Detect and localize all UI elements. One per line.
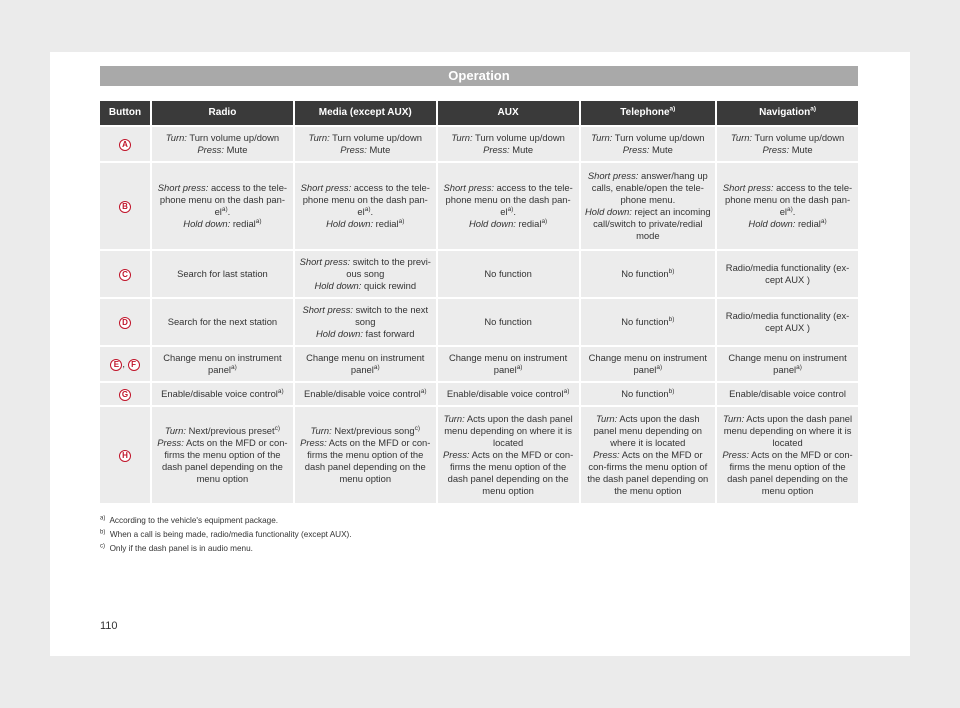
table-cell: Turn: Acts upon the dash panel menu depending on where it is located Press: Acts on the MFD or con-firms the menu option of the dash panel depending on the menu option <box>581 405 718 503</box>
table-cell: Short press: switch to the previ-ous song Hold down: quick rewind <box>295 249 438 297</box>
table-cell: Change menu on instrument panel$^{a)}$ <box>152 345 295 381</box>
table-cell: Turn: Turn volume up/down Press: Mute <box>581 125 718 161</box>
header-aux: AUX <box>438 101 581 125</box>
table-cell: Short press: access to the tele-phone menu on the dash pan-$el^{a)}$. Hold down: redial$^{a)}$ <box>295 161 438 249</box>
button-c-icon: C <box>119 269 131 281</box>
table-cell: Enable/disable voice control <box>717 381 858 405</box>
table-row <box>100 161 858 249</box>
table-cell: Short press: access to the tele-phone menu on the dash pan-$el^{a)}$. Hold down: redial$^{a)}$ <box>152 161 295 249</box>
table-cell: Search for last station <box>152 249 295 297</box>
page-number: 110 <box>100 620 118 632</box>
table-cell: Enable/disable voice control$^{a)}$ <box>295 381 438 405</box>
table-cell: No function <box>438 249 581 297</box>
button-cell <box>100 125 152 161</box>
header-telephone: Telephone$^{a)}$ <box>581 101 718 125</box>
table-cell: Short press: access to the tele-phone menu on the dash pan-$el^{a)}$. Hold down: redial$^{a)}$ <box>717 161 858 249</box>
button-cell <box>100 381 152 405</box>
table-row <box>100 249 858 297</box>
footnote: $^{c)}$ Only if the dash panel is in audio menu. <box>100 543 253 553</box>
table-cell: Change menu on instrument panel$^{a)}$ <box>295 345 438 381</box>
table-cell: Radio/media functionality (ex-cept AUX ) <box>717 297 858 345</box>
table-row <box>100 297 858 345</box>
table-cell: Turn: Turn volume up/down Press: Mute <box>295 125 438 161</box>
footnote: $^{b)}$ When a call is being made, radio/media functionality (except AUX). <box>100 529 352 539</box>
table-cell: Change menu on instrument panel$^{a)}$ <box>438 345 581 381</box>
operation-table <box>100 101 858 503</box>
table-cell: No function <box>438 297 581 345</box>
table-cell: Change menu on instrument panel$^{a)}$ <box>717 345 858 381</box>
button-cell <box>100 249 152 297</box>
table-row <box>100 345 858 381</box>
button-cell: E , F <box>100 345 152 381</box>
table-row <box>100 381 858 405</box>
button-cell <box>100 161 152 249</box>
button-f-icon: F <box>128 359 140 371</box>
table-cell: Search for the next station <box>152 297 295 345</box>
button-h-icon: H <box>119 450 131 462</box>
footnotes <box>100 514 858 556</box>
button-b-icon: B <box>119 201 131 213</box>
table-cell: Enable/disable voice control$^{a)}$ <box>152 381 295 405</box>
button-cell <box>100 297 152 345</box>
footnote: $^{a)}$ According to the vehicle's equipment package. <box>100 515 279 525</box>
header-navigation: Navigation$^{a)}$ <box>717 101 858 125</box>
table-cell: Turn: Next/previous preset$^{c)}$ Press: Acts on the MFD or con-firms the menu option of the dash panel depending on the menu option <box>152 405 295 503</box>
table-header-row <box>100 101 858 125</box>
button-g-icon: G <box>119 389 131 401</box>
header-media: Media (except AUX) <box>295 101 438 125</box>
button-cell <box>100 405 152 503</box>
table-cell: Change menu on instrument panel$^{a)}$ <box>581 345 718 381</box>
table-row <box>100 405 858 503</box>
button-a-icon: A <box>119 139 131 151</box>
table-cell: Turn: Turn volume up/down Press: Mute <box>438 125 581 161</box>
table-cell: Short press: switch to the next song Hold down: fast forward <box>295 297 438 345</box>
table-cell: Turn: Acts upon the dash panel menu depending on where it is located Press: Acts on the MFD or con-firms the menu option of the dash panel depending on the menu option <box>438 405 581 503</box>
page-title: Operation <box>100 66 858 86</box>
table-cell: Enable/disable voice control$^{a)}$ <box>438 381 581 405</box>
table-cell: Turn: Turn volume up/down Press: Mute <box>152 125 295 161</box>
table-row <box>100 125 858 161</box>
table-cell: Short press: access to the tele-phone menu on the dash pan-$el^{a)}$. Hold down: redial$^{a)}$ <box>438 161 581 249</box>
table-cell: Short press: answer/hang up calls, enable/open the tele-phone menu. Hold down: reject an incoming call/switch to private/redial mode <box>581 161 718 249</box>
table-cell: Radio/media functionality (ex-cept AUX ) <box>717 249 858 297</box>
table-cell: Turn: Next/previous song$^{c)}$ Press: Acts on the MFD or con-firms the menu option of the dash panel depending on the menu option <box>295 405 438 503</box>
table-cell: No function$^{b)}$ <box>581 249 718 297</box>
table-cell: Turn: Acts upon the dash panel menu depending on where it is located Press: Acts on the MFD or con-firms the menu option of the dash panel depending on the menu option <box>717 405 858 503</box>
header-radio: Radio <box>152 101 295 125</box>
header-button: Button <box>100 101 152 125</box>
table-cell: No function$^{b)}$ <box>581 381 718 405</box>
button-e-icon: E <box>110 359 122 371</box>
table-cell: Turn: Turn volume up/down Press: Mute <box>717 125 858 161</box>
button-d-icon: D <box>119 317 131 329</box>
table-cell: No function$^{b)}$ <box>581 297 718 345</box>
